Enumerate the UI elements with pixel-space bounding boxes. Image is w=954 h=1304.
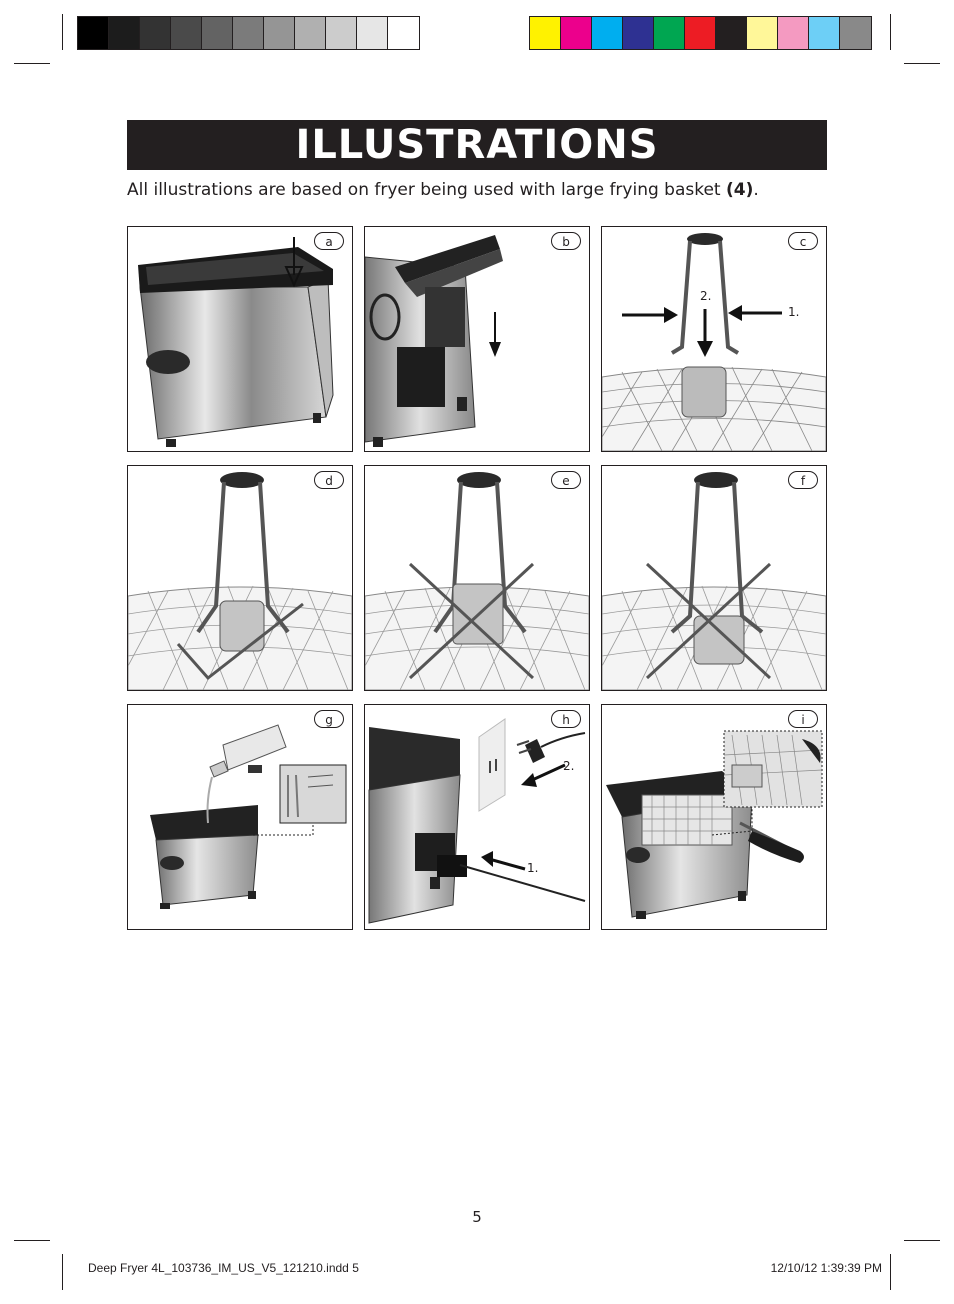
illustration-panel-h [364, 704, 590, 930]
crop-mark [14, 63, 50, 64]
intro-text: All illustrations are based on fryer being used with large frying basket (4). [127, 180, 759, 200]
basket-handle-attach-icon [602, 227, 826, 451]
process-color-swatch [623, 17, 654, 49]
grayscale-swatch [140, 17, 171, 49]
grayscale-swatch [326, 17, 357, 49]
grayscale-swatch [171, 17, 202, 49]
handle-correct-icon [128, 466, 352, 690]
panel-letter: f [788, 471, 818, 489]
grayscale-color-bar [77, 16, 420, 50]
panel-letter: h [551, 710, 581, 728]
print-timestamp: 12/10/12 1:39:39 PM [770, 1261, 882, 1275]
panel-letter: c [788, 232, 818, 250]
illustration-panel-c [601, 226, 827, 452]
crop-mark [904, 63, 940, 64]
process-color-swatch [685, 17, 716, 49]
grayscale-swatch [78, 17, 109, 49]
illustration-panel-g [127, 704, 353, 930]
crop-mark [904, 1240, 940, 1241]
illustration-panel-e [364, 465, 590, 691]
illustration-panel-i [601, 704, 827, 930]
process-color-swatch [747, 17, 778, 49]
step-label: 1. [788, 305, 800, 319]
panel-letter: i [788, 710, 818, 728]
process-color-bar [529, 16, 872, 50]
process-color-swatch [840, 17, 871, 49]
panel-letter: d [314, 471, 344, 489]
step-label: 2. [563, 759, 575, 773]
process-color-swatch [530, 17, 561, 49]
grayscale-swatch [109, 17, 140, 49]
page-title: ILLUSTRATIONS [127, 120, 827, 170]
illustration-panel-a [127, 226, 353, 452]
crop-mark [62, 1254, 63, 1290]
process-color-swatch [592, 17, 623, 49]
grayscale-swatch [264, 17, 295, 49]
crop-mark [890, 14, 891, 50]
illustration-panel-d [127, 465, 353, 691]
grayscale-swatch [202, 17, 233, 49]
fryer-side-icon [365, 227, 589, 451]
process-color-swatch [716, 17, 747, 49]
grayscale-swatch [295, 17, 326, 49]
step-label: 1. [527, 861, 539, 875]
crop-mark [14, 1240, 50, 1241]
power-cord-icon [365, 705, 589, 929]
crop-mark [890, 1254, 891, 1290]
process-color-swatch [561, 17, 592, 49]
crop-mark [62, 14, 63, 50]
grayscale-swatch [357, 17, 388, 49]
fryer-lid-icon [128, 227, 352, 451]
step-label: 2. [700, 289, 712, 303]
process-color-swatch [809, 17, 840, 49]
handle-incorrect-icon [365, 466, 589, 690]
grayscale-swatch [233, 17, 264, 49]
process-color-swatch [654, 17, 685, 49]
grayscale-swatch [388, 17, 419, 49]
panel-letter: g [314, 710, 344, 728]
process-color-swatch [778, 17, 809, 49]
basket-reference: (4) [726, 180, 754, 200]
file-slug: Deep Fryer 4L_103736_IM_US_V5_121210.indd 5 [88, 1261, 359, 1275]
illustration-panel-b [364, 226, 590, 452]
panel-letter: b [551, 232, 581, 250]
panel-letter: a [314, 232, 344, 250]
basket-in-fryer-icon [602, 705, 826, 929]
oil-pour-icon [128, 705, 352, 929]
panel-letter: e [551, 471, 581, 489]
illustration-panel-f [601, 465, 827, 691]
page-number: 5 [472, 1208, 482, 1226]
handle-incorrect-icon [602, 466, 826, 690]
